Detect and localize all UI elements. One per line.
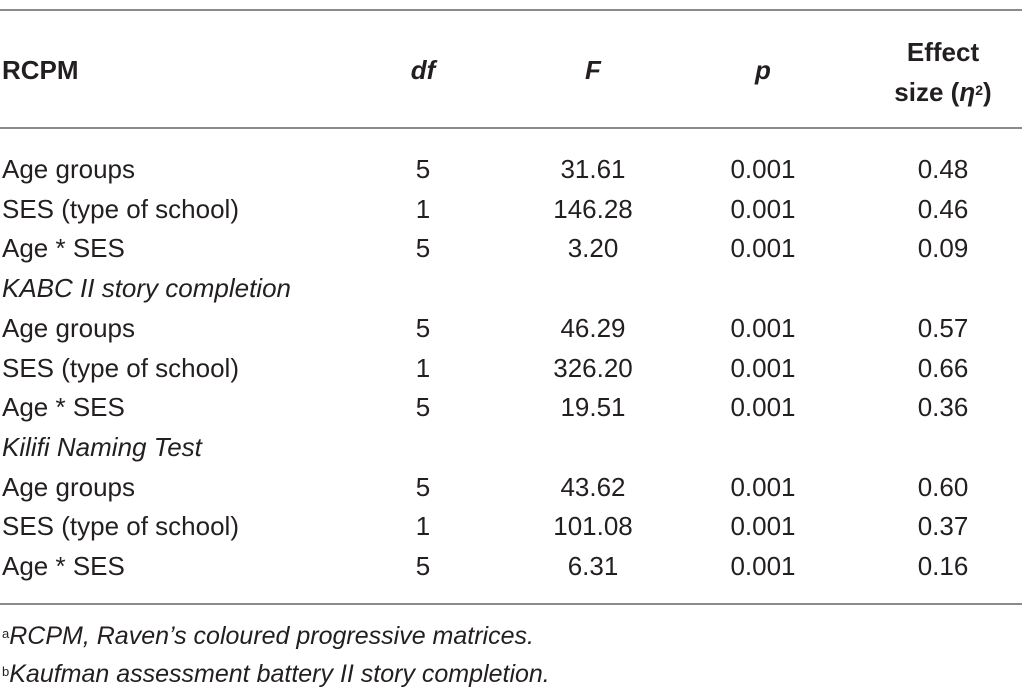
header-effect-size xyxy=(843,32,1022,112)
df-value: 1 xyxy=(415,511,431,541)
row-label: SES (type of school) xyxy=(2,353,239,383)
df-value: 5 xyxy=(415,392,431,422)
f-value: 6.31 xyxy=(567,551,619,581)
footnote-b xyxy=(2,659,550,689)
f-value: 3.20 xyxy=(567,233,619,263)
eta-symbol: η xyxy=(959,77,976,107)
footnote-a xyxy=(2,621,534,651)
header-p: p xyxy=(755,55,771,85)
row-label: SES (type of school) xyxy=(2,511,239,541)
df-value: 5 xyxy=(415,313,431,343)
df-value: 1 xyxy=(415,194,431,224)
effect-size-value: 0.09 xyxy=(917,233,969,263)
df-value: 5 xyxy=(415,551,431,581)
header-effect-prefix: size ( xyxy=(894,77,960,107)
f-value: 19.51 xyxy=(560,392,626,422)
row-label: Age groups xyxy=(2,313,135,343)
row-label: Age groups xyxy=(2,154,135,184)
header-f: F xyxy=(585,55,601,85)
f-value: 31.61 xyxy=(560,154,626,184)
f-value: 43.62 xyxy=(560,472,626,502)
df-value: 5 xyxy=(415,154,431,184)
section-label: Kilifi Naming Test xyxy=(2,432,202,462)
top-rule xyxy=(0,9,1022,11)
header-rule xyxy=(0,127,1022,129)
p-value: 0.001 xyxy=(730,392,796,422)
df-value: 5 xyxy=(415,233,431,263)
row-label: Age groups xyxy=(2,472,135,502)
p-value: 0.001 xyxy=(730,353,796,383)
p-value: 0.001 xyxy=(730,194,796,224)
footnote-b-text: Kaufman assessment battery II story completion. xyxy=(9,660,550,688)
row-label: Age * SES xyxy=(2,392,125,422)
effect-size-value: 0.16 xyxy=(917,551,969,581)
f-value: 326.20 xyxy=(553,353,633,383)
footnote-a-mark: a xyxy=(2,626,10,641)
p-value: 0.001 xyxy=(730,511,796,541)
footnote-a-text: RCPM, Raven’s coloured progressive matrices. xyxy=(9,622,534,650)
p-value: 0.001 xyxy=(730,472,796,502)
header-effect-suffix: ) xyxy=(983,77,992,107)
footnote-b-mark: b xyxy=(2,664,10,679)
f-value: 101.08 xyxy=(553,511,633,541)
effect-size-value: 0.48 xyxy=(917,154,969,184)
df-value: 1 xyxy=(415,353,431,383)
header-df: df xyxy=(410,55,436,85)
p-value: 0.001 xyxy=(730,313,796,343)
p-value: 0.001 xyxy=(730,233,796,263)
effect-size-value: 0.46 xyxy=(917,194,969,224)
f-value: 146.28 xyxy=(553,194,633,224)
effect-size-value: 0.66 xyxy=(917,353,969,383)
p-value: 0.001 xyxy=(730,551,796,581)
effect-size-value: 0.37 xyxy=(917,511,969,541)
bottom-rule xyxy=(0,603,1022,605)
header-effect-line1: Effect xyxy=(906,37,980,67)
f-value: 46.29 xyxy=(560,313,626,343)
effect-size-value: 0.57 xyxy=(917,313,969,343)
row-label: Age * SES xyxy=(2,233,125,263)
df-value: 5 xyxy=(415,472,431,502)
section-label: KABC II story completion xyxy=(2,273,291,303)
header-effect-line2 xyxy=(843,72,1022,112)
effect-size-value: 0.60 xyxy=(917,472,969,502)
header-measure: RCPM xyxy=(2,55,79,85)
effect-size-value: 0.36 xyxy=(917,392,969,422)
eta-superscript: 2 xyxy=(975,82,984,98)
row-label: Age * SES xyxy=(2,551,125,581)
row-label: SES (type of school) xyxy=(2,194,239,224)
p-value: 0.001 xyxy=(730,154,796,184)
